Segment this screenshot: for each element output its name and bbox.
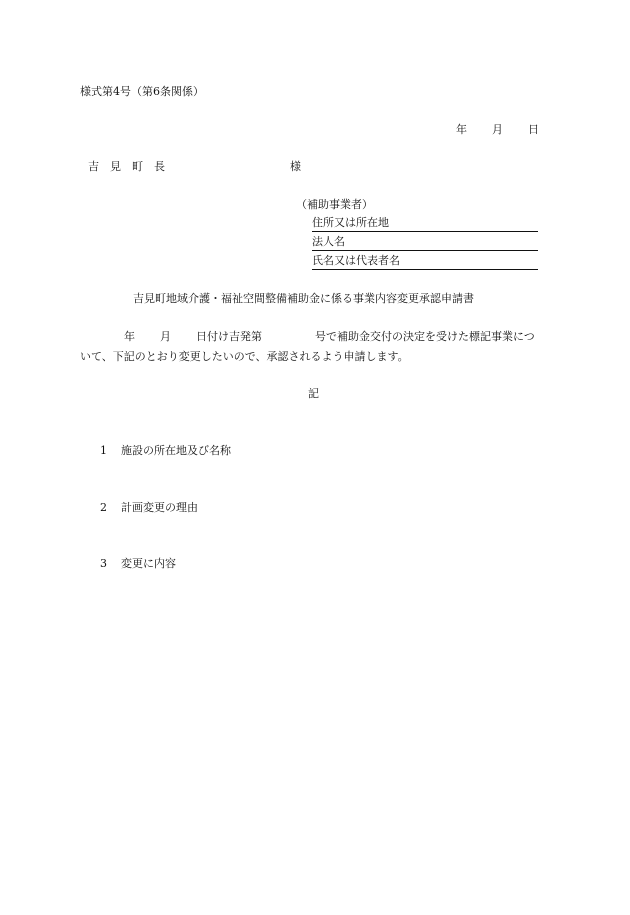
corporation-label: 法人名 bbox=[312, 235, 345, 248]
applicant-heading: （補助事業者） bbox=[296, 198, 373, 211]
ki-heading: 記 bbox=[308, 387, 319, 400]
body-paragraph-line2: いて、下記のとおり変更したいので、承認されるよう申請します。 bbox=[80, 350, 409, 363]
item-number: 2 bbox=[100, 501, 107, 514]
body-continuation: 号で補助金交付の決定を受けた標記事業につ bbox=[315, 330, 535, 343]
list-item bbox=[100, 557, 176, 571]
representative-label: 氏名又は代表者名 bbox=[312, 254, 400, 267]
document-title: 吉見町地域介護・福祉空間整備補助金に係る事業内容変更承認申請書 bbox=[133, 292, 474, 305]
addressee-char: 長 bbox=[154, 160, 165, 173]
corporation-field[interactable] bbox=[312, 235, 538, 251]
item-number: 1 bbox=[100, 444, 107, 457]
item-number: 3 bbox=[100, 557, 107, 570]
item-text: 変更に内容 bbox=[121, 557, 176, 570]
date-year: 年 bbox=[456, 123, 467, 136]
body-month: 月 bbox=[160, 330, 171, 343]
item-text: 施設の所在地及び名称 bbox=[121, 444, 231, 457]
address-label: 住所又は所在地 bbox=[312, 216, 389, 229]
address-field[interactable] bbox=[312, 216, 538, 232]
addressee-honorific: 様 bbox=[290, 160, 301, 173]
addressee-char: 見 bbox=[110, 160, 121, 173]
list-item bbox=[100, 444, 231, 458]
body-paragraph-line1 bbox=[80, 330, 550, 344]
item-text: 計画変更の理由 bbox=[121, 501, 198, 514]
representative-field[interactable] bbox=[312, 254, 538, 270]
addressee-char: 吉 bbox=[88, 160, 99, 173]
form-number: 様式第4号（第6条関係） bbox=[80, 85, 204, 98]
date-month: 月 bbox=[492, 123, 503, 136]
body-dated-prefix: 日付け吉発第 bbox=[196, 330, 262, 343]
addressee-char: 町 bbox=[132, 160, 143, 173]
list-item bbox=[100, 501, 198, 515]
date-day: 日 bbox=[528, 123, 539, 136]
body-year: 年 bbox=[124, 330, 135, 343]
